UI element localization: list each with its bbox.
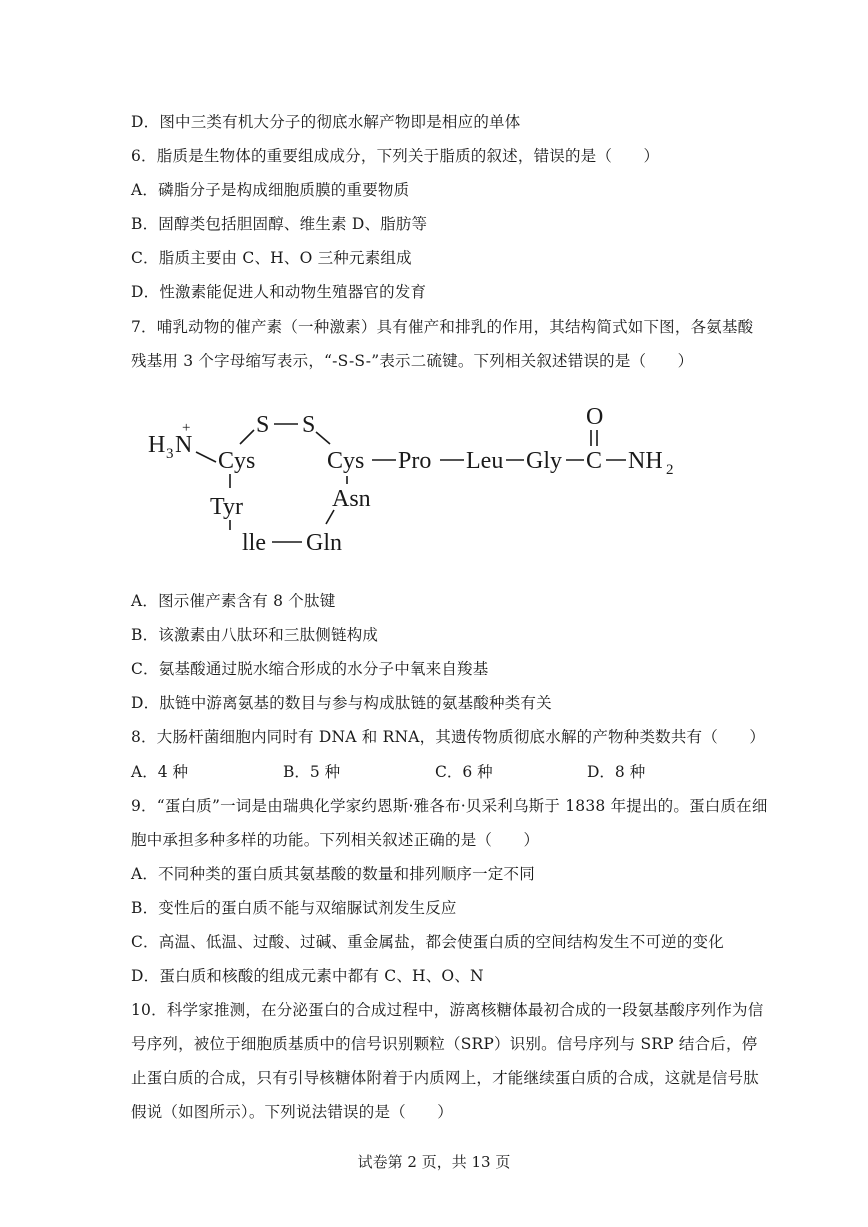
q9-option-d: D．蛋白质和核酸的组成元素中都有 C、H、O、N — [131, 967, 484, 985]
diagram-n: N — [175, 432, 193, 458]
question-10-line1: 10．科学家推测，在分泌蛋白的合成过程中，游离核糖体最初合成的一段氨基酸序列作为信 — [131, 1001, 764, 1019]
diagram-plus: + — [182, 420, 191, 436]
q9-option-b: B．变性后的蛋白质不能与双缩脲试剂发生反应 — [131, 899, 457, 917]
diagram-o: O — [586, 404, 604, 430]
question-7-line1: 7．哺乳动物的催产素（一种激素）具有催产和排乳的作用，其结构简式如下图，各氨基酸 — [131, 318, 754, 336]
bond-s2-cys2 — [316, 432, 330, 444]
diagram-cys-1: Cys — [218, 448, 256, 474]
question-10-line3: 止蛋白质的合成，只有引导核糖体附着于内质网上，才能继续蛋白质的合成，这就是信号肽 — [131, 1069, 760, 1087]
q8-option-a: A．4 种 — [131, 763, 188, 781]
diagram-pro: Pro — [398, 448, 432, 474]
diagram-leu: Leu — [466, 448, 504, 474]
page-footer: 试卷第 2 页，共 13 页 — [357, 1153, 511, 1171]
diagram-tyr: Tyr — [210, 494, 243, 520]
question-9-line2: 胞中承担多种多样的功能。下列相关叙述正确的是（ ） — [131, 831, 540, 849]
q7-option-d: D．肽链中游离氨基的数目与参与构成肽链的氨基酸种类有关 — [131, 694, 552, 712]
diagram-gly: Gly — [526, 448, 562, 474]
diagram-c: C — [586, 448, 603, 474]
diagram-nh: NH — [628, 448, 663, 474]
q7-option-b: B．该激素由八肽环和三肽侧链构成 — [131, 626, 379, 644]
question-6: 6．脂质是生物体的重要组成成分，下列关于脂质的叙述，错误的是（ ） — [131, 147, 660, 165]
diagram-h: H — [148, 432, 166, 458]
bond-n-cys1 — [196, 452, 216, 462]
diagram-cys-2: Cys — [327, 448, 365, 474]
q6-option-b: B．固醇类包括胆固醇、维生素 D、脂肪等 — [131, 215, 428, 233]
question-10-line4: 假说（如图所示）。下列说法错误的是（ ） — [131, 1103, 453, 1121]
question-9-line1: 9．“蛋白质”一词是由瑞典化学家约恩斯·雅各布·贝采利乌斯于 1838 年提出的。蛋白质在细 — [131, 797, 768, 815]
bond-gln-asn — [326, 510, 334, 524]
q7-option-a: A．图示催产素含有 8 个肽键 — [131, 592, 336, 610]
diagram-sub-2: 2 — [666, 462, 674, 478]
q9-option-a: A．不同种类的蛋白质其氨基酸的数量和排列顺序一定不同 — [131, 865, 535, 883]
question-8: 8．大肠杆菌细胞内同时有 DNA 和 RNA，其遗传物质彻底水解的产物种类数共有（ ） — [131, 728, 766, 746]
q7-option-c: C．氨基酸通过脱水缩合形成的水分子中氧来自羧基 — [131, 660, 489, 678]
diagram-s-1: S — [256, 412, 270, 438]
q8-option-d: D．8 种 — [587, 763, 646, 781]
line-q5-option-d: D．图中三类有机大分子的彻底水解产物即是相应的单体 — [131, 113, 521, 131]
diagram-asn: Asn — [332, 486, 371, 512]
diagram-ile: lle — [242, 530, 266, 556]
q6-option-d: D．性激素能促进人和动物生殖器官的发育 — [131, 283, 427, 301]
diagram-gln: Gln — [306, 530, 342, 556]
diagram-s-2: S — [302, 412, 316, 438]
q9-option-c: C．高温、低温、过酸、过碱、重金属盐，都会使蛋白质的空间结构发生不可逆的变化 — [131, 933, 724, 951]
q8-option-b: B．5 种 — [283, 763, 341, 781]
q8-option-c: C．6 种 — [435, 763, 493, 781]
diagram-sub-3: 3 — [166, 446, 174, 462]
q6-option-a: A．磷脂分子是构成细胞质膜的重要物质 — [131, 181, 410, 199]
question-7-line2: 残基用 3 个字母缩写表示，“-S-S-”表示二硫键。下列相关叙述错误的是（ ） — [131, 352, 694, 370]
oxytocin-structure-diagram — [140, 398, 700, 568]
bond-cys1-s1 — [240, 430, 254, 444]
q6-option-c: C．脂质主要由 C、H、O 三种元素组成 — [131, 249, 412, 267]
question-10-line2: 号序列，被位于细胞质基质中的信号识别颗粒（SRP）识别。信号序列与 SRP 结合后，停 — [131, 1035, 758, 1053]
q8-options — [131, 762, 751, 782]
